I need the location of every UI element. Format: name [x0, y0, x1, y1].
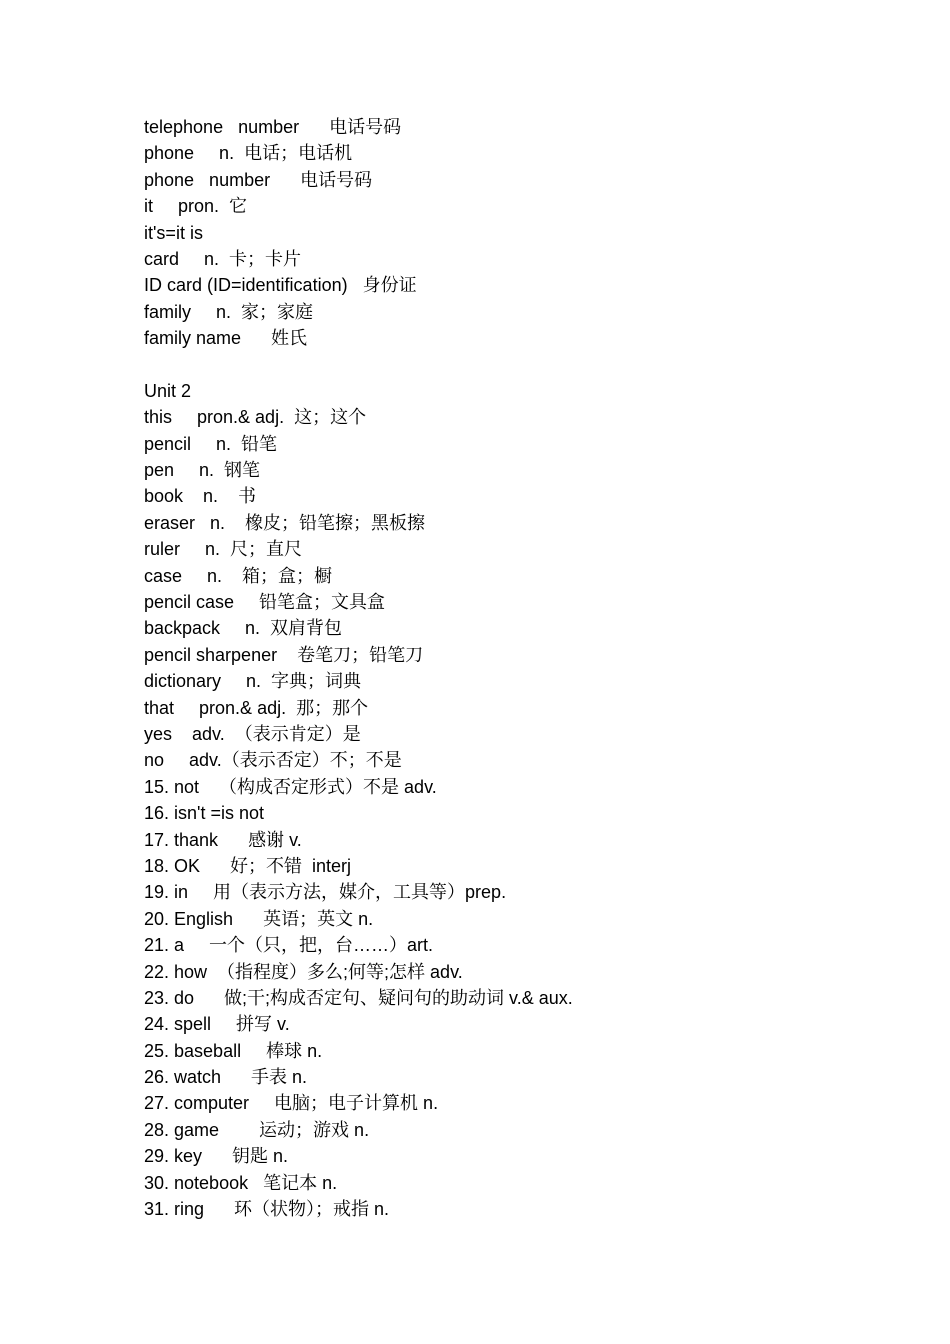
vocab-line: 17. thank 感谢 v. [144, 829, 302, 850]
vocab-line: pen n. 钢笔 [144, 460, 261, 481]
vocab-line: pencil n. 铅笔 [144, 433, 278, 454]
vocab-line: 22. how （指程度）多么;何等;怎样 adv. [144, 961, 463, 982]
vocab-line: 18. OK 好；不错 interj [144, 855, 352, 876]
section-heading: Unit 2 [144, 380, 192, 401]
vocab-line: 30. notebook 笔记本 n. [144, 1172, 338, 1193]
vocab-line: 29. key 钥匙 n. [144, 1146, 289, 1167]
vocab-line: no adv.（表示否定）不；不是 [144, 750, 402, 771]
vocab-line: this pron.& adj. 这；这个 [144, 407, 367, 428]
vocab-line: it's=it is [144, 222, 203, 243]
vocab-line: 25. baseball 棒球 n. [144, 1040, 323, 1061]
vocabulary-list [144, 114, 573, 1222]
vocab-line: telephone number 电话号码 [144, 117, 402, 137]
vocab-line: phone n. 电话；电话机 [144, 143, 353, 164]
vocab-line: card n. 卡；卡片 [144, 248, 302, 269]
vocab-line: 21. a 一个（只，把，台……）art. [144, 935, 434, 956]
vocab-line: phone number 电话号码 [144, 169, 373, 190]
vocab-line: 24. spell 拼写 v. [144, 1014, 290, 1035]
vocab-line: dictionary n. 字典；词典 [144, 671, 362, 692]
vocab-line: yes adv. （表示肯定）是 [144, 723, 361, 744]
vocab-line: 15. not （构成否定形式）不是 adv. [144, 776, 437, 797]
vocab-line: 19. in 用（表示方法，媒介，工具等）prep. [144, 882, 507, 903]
vocab-line: 20. English 英语；英文 n. [144, 908, 374, 929]
vocab-line: that pron.& adj. 那；那个 [144, 697, 369, 718]
vocab-line: book n. 书 [144, 486, 257, 507]
vocab-line: 16. isn't =is not [144, 803, 265, 824]
vocab-line: family n. 家；家庭 [144, 301, 314, 322]
vocab-line: 28. game 运动；游戏 n. [144, 1119, 370, 1140]
vocab-line: ruler n. 尺；直尺 [144, 539, 303, 560]
vocab-line: 31. ring 环（状物）；戒指 n. [144, 1199, 390, 1220]
vocab-line: 23. do 做;干;构成否定句、疑问句的助动词 v.& aux. [144, 987, 573, 1008]
vocab-line: 27. computer 电脑；电子计算机 n. [144, 1093, 439, 1114]
vocab-line: backpack n. 双肩背包 [144, 618, 343, 639]
vocab-line: pencil case 铅笔盒；文具盒 [144, 592, 386, 613]
vocab-line: ID card (ID=identification) 身份证 [144, 275, 417, 296]
vocab-line: eraser n. 橡皮；铅笔擦；黑板擦 [144, 512, 426, 533]
vocab-line: family name 姓氏 [144, 328, 308, 349]
vocab-line: case n. 箱；盒；橱 [144, 565, 333, 586]
vocab-line: pencil sharpener 卷笔刀；铅笔刀 [144, 644, 424, 665]
vocab-line: 26. watch 手表 n. [144, 1067, 308, 1088]
vocab-line: it pron. 它 [144, 196, 248, 217]
